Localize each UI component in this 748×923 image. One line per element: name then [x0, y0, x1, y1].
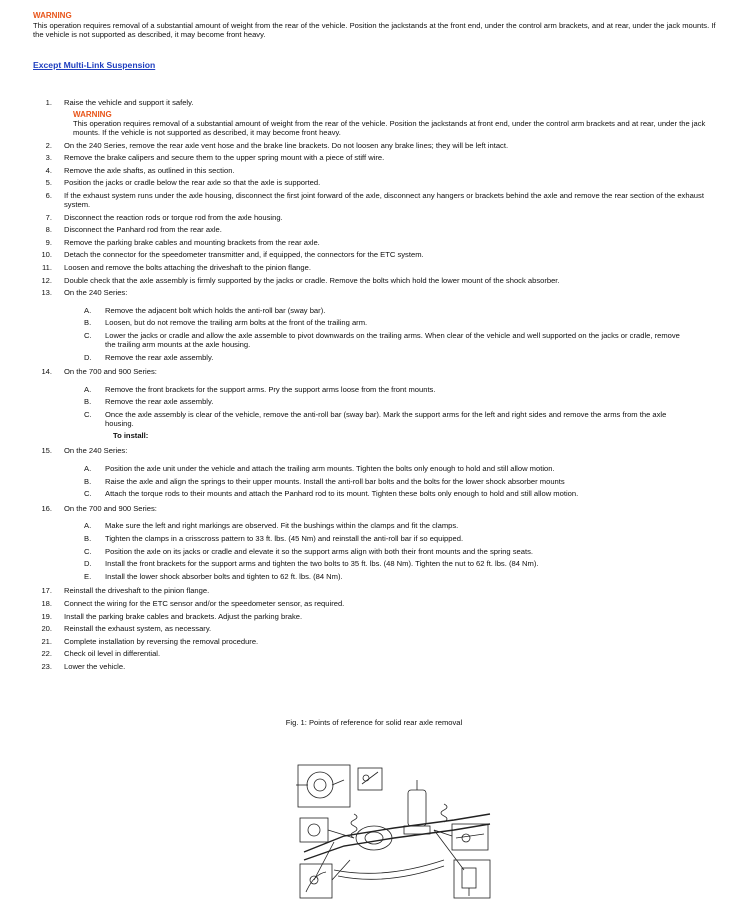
step-text: Reinstall the driveshaft to the pinion flange. — [64, 586, 210, 596]
substep — [0, 477, 748, 486]
step-number: 7. — [45, 212, 52, 222]
step-13 — [0, 288, 748, 297]
substep-letter: B. — [84, 476, 92, 486]
step-18 — [0, 599, 748, 608]
substep-letter: D. — [84, 352, 92, 362]
step-11 — [0, 263, 748, 272]
step-10 — [0, 250, 748, 259]
substep-letter: A. — [84, 384, 92, 394]
step-17 — [0, 586, 748, 595]
step-text: Install the parking brake cables and brackets. Adjust the parking brake. — [64, 611, 303, 621]
substep-text: Attach the torque rods to their mounts and attach the Panhard rod to its mount. Tighten these bolts only enough to hold and still allow motion. — [105, 489, 579, 499]
step-2 — [0, 141, 748, 150]
substep-letter: A. — [84, 305, 92, 315]
step-19 — [0, 612, 748, 621]
step-4 — [0, 166, 748, 175]
step-13-substeps — [0, 301, 748, 367]
step-text: Reinstall the exhaust system, as necessary. — [64, 624, 212, 634]
step-15-substeps — [0, 459, 748, 504]
substep-text: Remove the front brackets for the support arms. Pry the support arms loose from the front mounts. — [105, 384, 436, 394]
step-text: On the 240 Series, remove the rear axle vent hose and the brake line brackets. Do not loosen any brake lines; they will be left intact. — [64, 140, 509, 150]
step-6 — [0, 191, 748, 209]
step-number: 9. — [45, 237, 52, 247]
substep-letter: C. — [84, 546, 92, 556]
step-number: 2. — [45, 140, 52, 150]
step-number: 4. — [45, 165, 52, 175]
step-number: 1. — [45, 98, 52, 107]
substep — [0, 534, 748, 543]
substep — [0, 306, 748, 315]
step-15 — [0, 446, 748, 455]
step-text: Lower the vehicle. — [64, 661, 126, 671]
step-text: Remove the parking brake cables and mounting brackets from the rear axle. — [64, 237, 320, 247]
substep-text: Remove the rear axle assembly. — [105, 352, 214, 362]
step-text: If the exhaust system runs under the axle housing, disconnect the first joint forward of the axle, disconnect any hangers or brackets behind the axle and remove the rear section of the exhaust system. — [64, 190, 704, 209]
step-text: Position the jacks or cradle below the rear axle so that the axle is supported. — [64, 178, 321, 188]
step-text: Remove the brake calipers and secure them to the upper spring mount with a piece of stiff wire. — [64, 153, 385, 163]
substep-letter: A. — [84, 521, 92, 531]
step-number: 8. — [45, 225, 52, 235]
step-5 — [0, 178, 748, 187]
step-number: 22. — [41, 649, 52, 659]
step-text: Loosen and remove the bolts attaching the driveshaft to the pinion flange. — [64, 262, 311, 272]
step-7 — [0, 213, 748, 222]
step-number: 13. — [41, 288, 52, 298]
substep — [0, 397, 748, 406]
substep-text: Loosen, but do not remove the trailing arm bolts at the front of the trailing arm. — [105, 318, 368, 328]
substep-letter: B. — [84, 318, 92, 328]
step-number: 10. — [41, 250, 52, 260]
install-heading: To install: — [113, 431, 149, 441]
step-3 — [0, 153, 748, 162]
warning-title: WARNING — [33, 11, 72, 20]
step-text: Disconnect the Panhard rod from the rear axle. — [64, 225, 222, 235]
substep-letter: C. — [84, 330, 92, 340]
substep-text: Install the front brackets for the support arms and tighten the two bolts to 35 ft. lbs. (48 Nm). Tighten the nut to 62 ft. lbs. (84 Nm). — [105, 559, 539, 569]
substep — [0, 547, 748, 556]
step-text: On the 700 and 900 Series: — [64, 503, 157, 513]
step-text: Complete installation by reversing the removal procedure. — [64, 636, 259, 646]
step-21 — [0, 637, 748, 646]
step-text: Remove the axle shafts, as outlined in this section. — [64, 165, 235, 175]
substep-letter: C. — [84, 409, 92, 419]
step-number: 23. — [41, 661, 52, 671]
substep — [0, 385, 748, 394]
substep-letter: D. — [84, 559, 92, 569]
substep-text: Position the axle unit under the vehicle and attach the trailing arm mounts. Tighten the bolts only enough to hold and still allow motion. — [105, 464, 555, 474]
procedure-steps — [0, 98, 748, 675]
substep-letter: E. — [84, 571, 92, 581]
step-text: Check oil level in differential. — [64, 649, 161, 659]
substep — [0, 410, 748, 428]
substep-letter: C. — [84, 489, 92, 499]
step-text: On the 700 and 900 Series: — [64, 367, 157, 377]
step-14 — [0, 367, 748, 376]
step-text: Raise the vehicle and support it safely. — [64, 98, 194, 107]
step-number: 6. — [45, 190, 52, 200]
substep-text: Remove the adjacent bolt which holds the anti-roll bar (sway bar). — [105, 305, 326, 315]
step-text: On the 240 Series: — [64, 288, 128, 298]
step-number: 18. — [41, 599, 52, 608]
step-1 — [0, 98, 748, 107]
step-number: 21. — [41, 636, 52, 646]
step-text: Connect the wiring for the ETC sensor and/or the speedometer sensor, as required. — [64, 599, 345, 608]
substep — [0, 331, 748, 349]
step-number: 12. — [41, 275, 52, 285]
step-16-substeps — [0, 516, 748, 586]
substep — [0, 559, 748, 568]
step-23 — [0, 662, 748, 671]
substep — [0, 464, 748, 473]
inner-warning-title: WARNING — [73, 109, 112, 119]
step-text: Detach the connector for the speedometer transmitter and, if equipped, the connectors for the ETC system. — [64, 250, 424, 260]
step-number: 11. — [42, 262, 52, 272]
substep-text: Lower the jacks or cradle and allow the axle assemble to pivot downwards on the trailing arms. When clear of the vehicle and well supported on the jacks or cradle, remove the trailing arm mounts at the axle housing. — [105, 330, 680, 349]
step-number: 3. — [45, 153, 52, 163]
inner-warning-text: This operation requires removal of a substantial amount of weight from the rear of the vehicle. Position the jackstands at front end, under the control arm brackets and at rear, under the jack mounts. If the vehicle is not supported as described, it may become front heavy. — [73, 118, 706, 137]
substep-text: Position the axle on its jacks or cradle and elevate it so the support arms align with both their front mounts and the spring seats. — [105, 546, 534, 556]
step-number: 14. — [41, 367, 52, 377]
rear-axle-illustration — [294, 760, 496, 902]
substep-text: Tighten the clamps in a crisscross pattern to 33 ft. lbs. (45 Nm) and reinstall the anti-roll bar if so equipped. — [105, 534, 464, 544]
substep-text: Remove the rear axle assembly. — [105, 397, 214, 407]
substep — [0, 521, 748, 530]
step-12 — [0, 276, 748, 285]
section-link-except-multi-link[interactable]: Except Multi-Link Suspension — [33, 60, 156, 70]
substep-letter: A. — [84, 464, 92, 474]
substep — [0, 318, 748, 327]
step-number: 16. — [41, 503, 52, 513]
step-16 — [0, 504, 748, 513]
step-number: 17. — [41, 586, 52, 596]
step-14-substeps — [0, 380, 748, 447]
step-number: 5. — [45, 178, 52, 188]
substep-letter: B. — [84, 534, 92, 544]
substep — [0, 489, 748, 498]
step-text: Disconnect the reaction rods or torque rod from the axle housing. — [64, 212, 283, 222]
substep-text: Make sure the left and right markings are observed. Fit the bushings within the clamps and fit the clamps. — [105, 521, 459, 531]
step-8 — [0, 225, 748, 234]
substep-letter: B. — [84, 397, 92, 407]
top-warning — [33, 11, 723, 39]
substep — [0, 572, 748, 581]
step-number: 15. — [41, 446, 52, 456]
figure-caption: Fig. 1: Points of reference for solid rear axle removal — [285, 718, 463, 727]
substep-text: Once the axle assembly is clear of the vehicle, remove the anti-roll bar (sway bar). Mark the support arms for the left and right sides and remove the arms from the axle housing. — [105, 409, 667, 428]
substep — [0, 353, 748, 362]
step-number: 19. — [41, 611, 52, 621]
step-22 — [0, 649, 748, 658]
warning-text: This operation requires removal of a substantial amount of weight from the rear of the vehicle. Position the jackstands at the front end, under the control arm brackets, and at rear, under the jack mounts. If the vehicle is not supported as described, it may become front heavy. — [33, 21, 716, 39]
inner-warning — [73, 110, 713, 137]
step-9 — [0, 238, 748, 247]
step-text: Double check that the axle assembly is firmly supported by the jacks or cradle. Remove the bolts which hold the lower mount of the shock absorber. — [64, 275, 560, 285]
step-text: On the 240 Series: — [64, 446, 128, 456]
step-number: 20. — [41, 624, 52, 634]
step-20 — [0, 624, 748, 633]
substep-text: Raise the axle and align the springs to their upper mounts. Install the anti-roll bar bolts and the bolts for the lower shock absorber mounts — [105, 476, 565, 486]
substep-text: Install the lower shock absorber bolts and tighten to 62 ft. lbs. (84 Nm). — [105, 571, 343, 581]
